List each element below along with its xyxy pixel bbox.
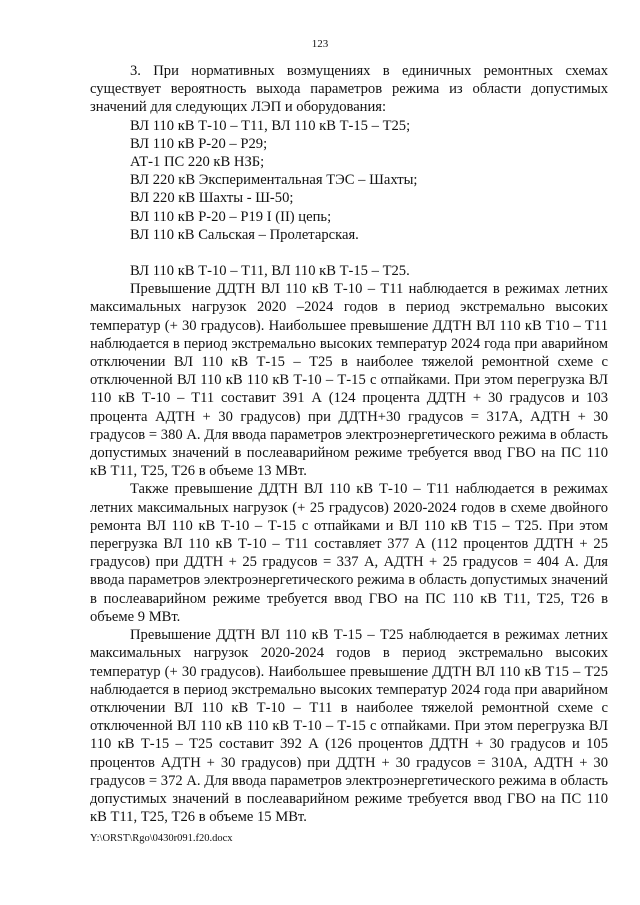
document-body	[90, 62, 608, 826]
list-item: ВЛ 110 кВ Сальская – Пролетарская.	[130, 226, 359, 243]
body-paragraph: Также превышение ДДТН ВЛ 110 кВ Т-10 – Т11 наблюдается в режимах летних максимальных нагрузок (+ 25 градусов) 2020-2024 годов в схеме двойного ремонта ВЛ 110 кВ Т-10 – Т-15 с отпайками и ВЛ 110 кВ Т15 – Т25. При этом перегрузка ВЛ 110 кВ Т-10 – Т11 составляет 377 А (112 процентов ДДТН + 25 градусов) при ДДТН + 25 градусов = 337 А, АДТН + 25 градусов = 404 А. Для ввода параметров электроэнергетического режима в область допустимых значений в послеаварийном режиме требуется ввод ГВО на ПС 110 кВ Т11, Т25, Т26 в объеме 9 МВт.	[90, 481, 608, 625]
list-item: ВЛ 110 кВ Т-10 – Т11, ВЛ 110 кВ Т-15 – Т25;	[130, 117, 411, 134]
list-item: ВЛ 110 кВ Р-20 – Р19 I (II) цепь;	[130, 208, 332, 225]
list-item: ВЛ 110 кВ Р-20 – Р29;	[130, 135, 268, 152]
footer-file-path: Y:\ORST\Rgo\0430r091.f20.docx	[90, 833, 233, 844]
section-heading: ВЛ 110 кВ Т-10 – Т11, ВЛ 110 кВ Т-15 – Т25.	[130, 263, 410, 280]
page-number: 123	[311, 38, 329, 50]
body-paragraph: Превышение ДДТН ВЛ 110 кВ Т-15 – Т25 наблюдается в режимах летних максимальных нагрузок 2020-2024 годов в период экстремально высоких температур (+ 30 градусов). Наибольшее превышение ДДТН ВЛ 110 кВ Т15 – Т25 наблюдается в период экстремально высоких температур 2024 года при аварийном отключении ВЛ 110 кВ Т-10 – Т11 в наиболее тяжелой ремонтной схеме с отключенной ВЛ 110 кВ 110 кВ Т-10 – Т-15 с отпайками. При этом перегрузка ВЛ 110 кВ Т-15 – Т25 составит 392 А (126 процентов ДДТН + 30 градусов и 105 процентов АДТН + 30 градусов) при ДДТН + 30 градусов = 310А, АДТН + 30 градусов = 372 А. Для ввода параметров электроэнергетического режима в область допустимых значений в послеаварийном режиме требуется ввод ГВО на ПС 110 кВ Т11, Т25, Т26 в объеме 15 МВт.	[90, 627, 608, 826]
equipment-list	[90, 117, 608, 244]
list-item: АТ-1 ПС 220 кВ НЗБ;	[130, 154, 265, 171]
list-item: ВЛ 220 кВ Экспериментальная ТЭС – Шахты;	[130, 172, 418, 189]
intro-paragraph: 3. При нормативных возмущениях в единичных ремонтных схемах существует вероятность выхода параметров режима из области допустимых значений для следующих ЛЭП и оборудования:	[90, 63, 608, 116]
body-paragraph: Превышение ДДТН ВЛ 110 кВ Т-10 – Т11 наблюдается в режимах летних максимальных нагрузок 2020 –2024 годов в период экстремально высоких температур (+ 30 градусов). Наибольшее превышение ДДТН ВЛ 110 кВ Т10 – Т11 наблюдается в период экстремально высоких температур 2024 года при аварийном отключении ВЛ 110 кВ Т-15 – Т25 в наиболее тяжелой ремонтной схеме с отключенной ВЛ 110 кВ 110 кВ Т-10 – Т-15 с отпайками. При этом перегрузка ВЛ 110 кВ Т-10 – Т11 составит 391 А (124 процента ДДТН + 30 градусов и 103 процента АДТН + 30 градусов) при ДДТН+30 градусов = 317А, АДТН + 30 градусов = 380 А. Для ввода параметров электроэнергетического режима в область допустимых значений в послеаварийном режиме требуется ввод ГВО на ПС 110 кВ Т11, Т25, Т26 в объеме 13 МВт.	[90, 281, 608, 480]
list-item: ВЛ 220 кВ Шахты - Ш-50;	[130, 190, 294, 207]
